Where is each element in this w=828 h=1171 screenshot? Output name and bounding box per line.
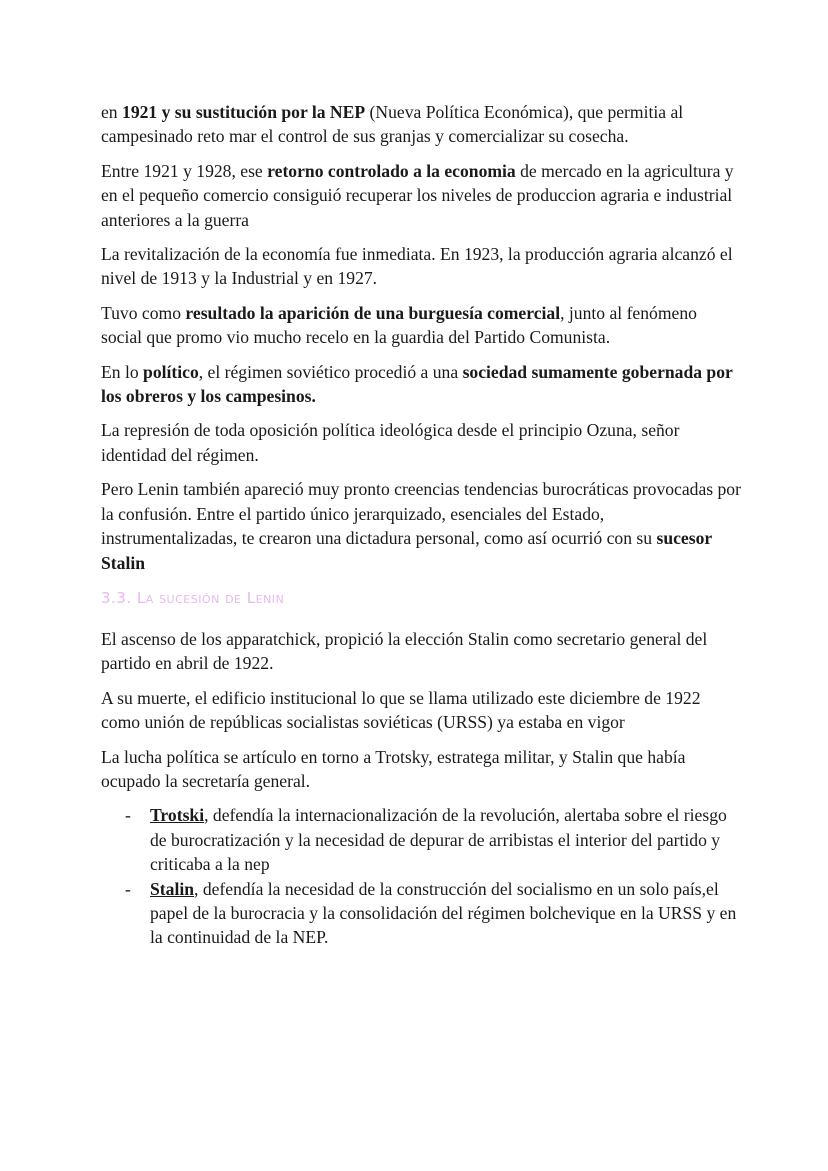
paragraph-revitalization: La revitalización de la economía fue inmediata. En 1923, la producción agraria alcanzó el nivel de 1913 y la Industrial y en 1927. (101, 244, 733, 289)
comparison-list (101, 803, 741, 949)
paragraph-ussr: A su muerte, el edificio institucional lo que se llama utilizado este diciembre de 1922 como unión de repúblicas socialistas soviéticas (URSS) ya estaba en vigor (101, 687, 701, 733)
list-item-trotski: - Trotski, defendía la internacionalización de la revolución, alertaba sobre el riesgo de burocratización y la necesidad de depurar de arribistas el interior del partido y criticaba a la nep (101, 803, 741, 876)
paragraph-politics: En lo político, el régimen soviético procedió a una sociedad sumamente gobernada por los obreros y los campesinos. (101, 361, 733, 407)
paragraph-bourgeoisie: Tuvo como resultado la aparición de una burguesía comercial, junto al fenómeno social que promo vio mucho recelo en la guardia del Partido Comunista. (101, 302, 697, 348)
paragraph-bureaucracy: Pero Lenin también apareció muy pronto creencias tendencias burocráticas provocadas por la confusión. Entre el partido único jerarquizado, esenciales del Estado, instrumentalizadas, te crearon una dictadura personal, como así ocurrió con su sucesor Stalin (101, 479, 741, 573)
paragraph-apparatchik: El ascenso de los apparatchick, propició la elección Stalin como secretario general del partido en abril de 1922. (101, 628, 708, 674)
paragraph-repression: La represión de toda oposición política ideológica desde el principio Ozuna, señor identidad del régimen. (101, 420, 680, 465)
paragraph-struggle: La lucha política se artículo en torno a Trotsky, estratega militar, y Stalin que había ocupado la secretaría general. (101, 746, 686, 791)
document-page (101, 100, 741, 950)
paragraph-nep: en 1921 y su sustitución por la NEP (Nueva Política Económica), que permitia al campesinado reto mar el control de sus granjas y comercializar su cosecha. (101, 102, 684, 147)
paragraph-market-return: Entre 1921 y 1928, ese retorno controlado a la economia de mercado en la agricultura y en el pequeño comercio consiguió recuperar los niveles de produccion agraria e industrial anteriores a la guerra (101, 160, 734, 230)
section-heading: 3.3. La sucesión de Lenin (101, 588, 285, 607)
list-item-stalin: - Stalin, defendía la necesidad de la construcción del socialismo en un solo país,el papel de la burocracia y la consolidación del régimen bolchevique en la URSS y en la continuidad de la NEP. (101, 877, 741, 950)
